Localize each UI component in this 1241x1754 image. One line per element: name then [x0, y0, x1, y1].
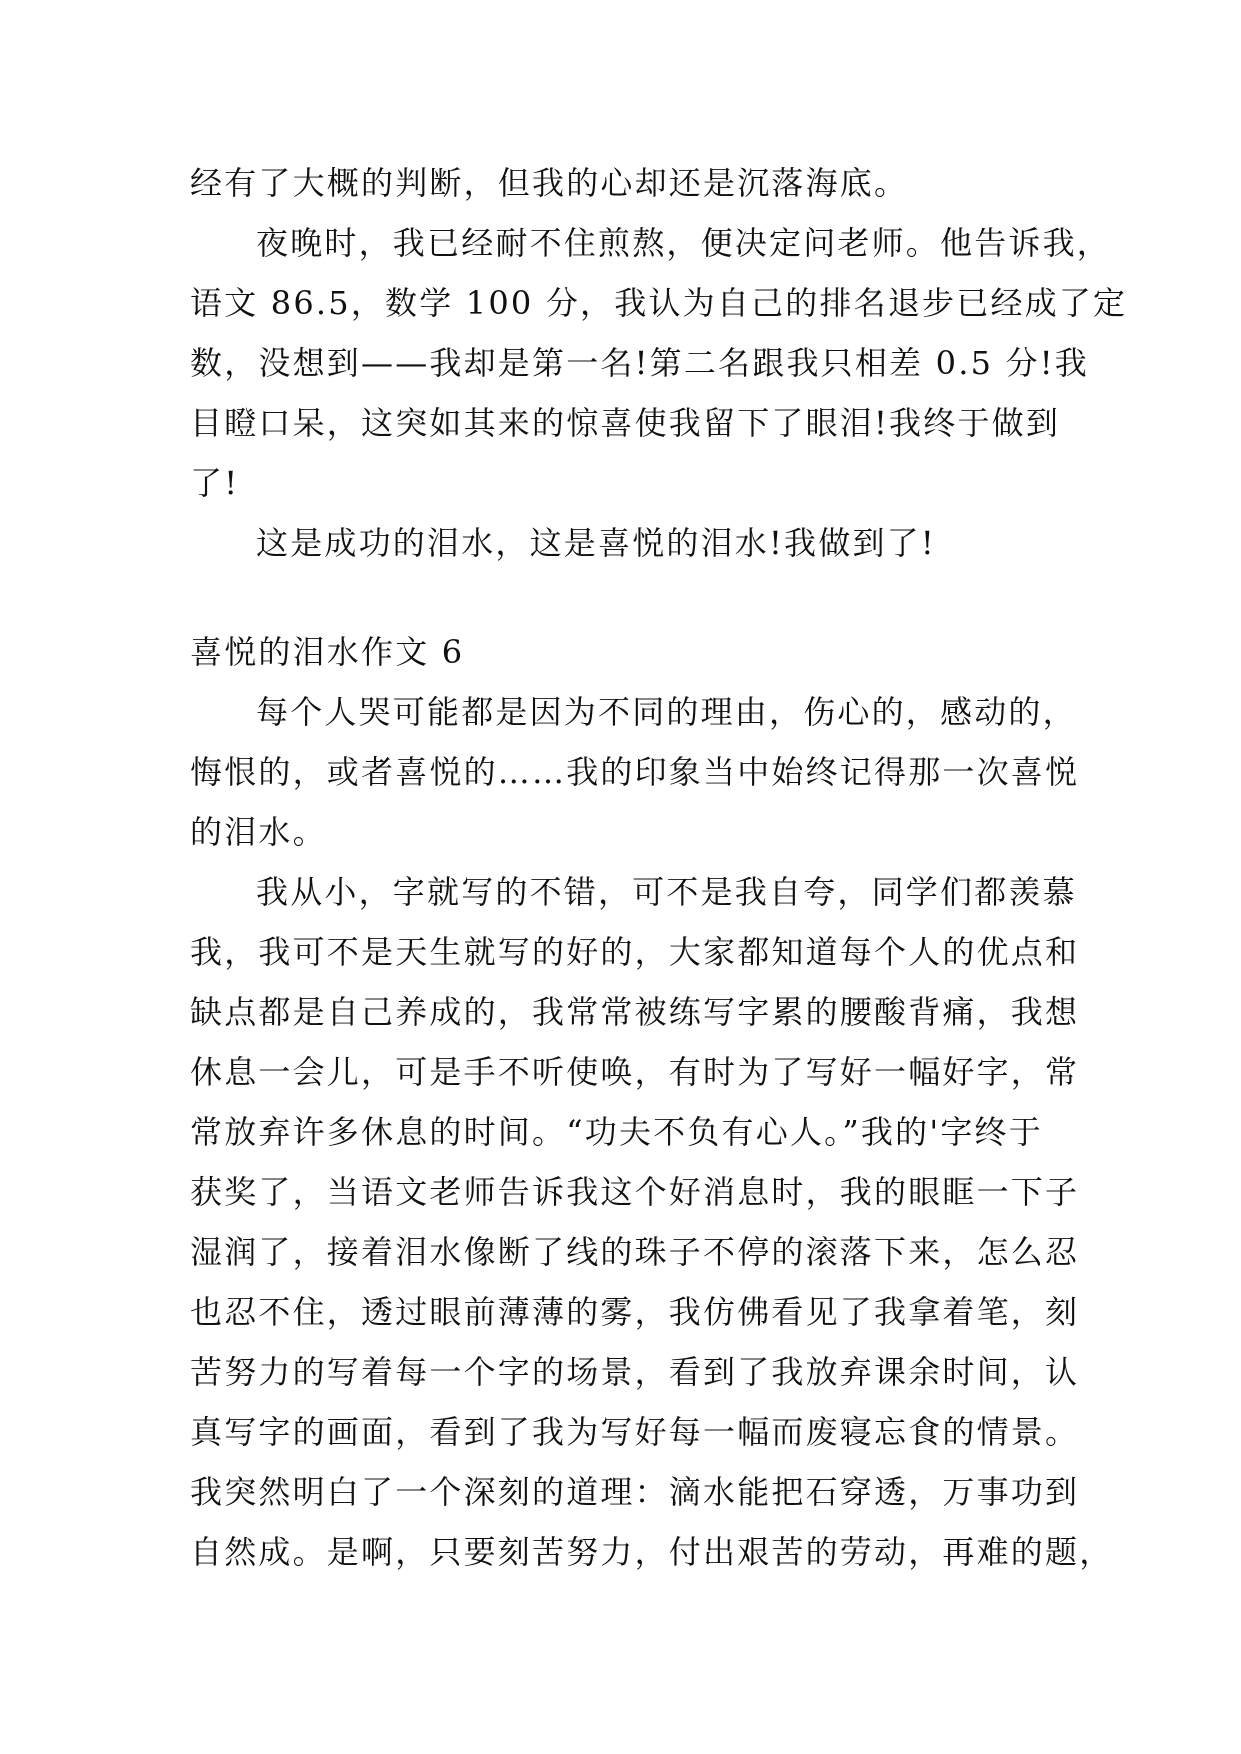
text-line: 苦努力的写着每一个字的场景，看到了我放弃课余时间，认: [190, 1353, 1080, 1391]
text-line: 真写字的画面，看到了我为写好每一幅而废寝忘食的情景。: [190, 1413, 1080, 1451]
text-line: 语文 86.5，数学 100 分，我认为自己的排名退步已经成了定: [190, 284, 1128, 322]
text-line: 缺点都是自己养成的，我常常被练写字累的腰酸背痛，我想: [190, 993, 1080, 1031]
text-line: 这是成功的泪水，这是喜悦的泪水!我做到了!: [256, 524, 936, 562]
text-line: 休息一会儿，可是手不听使唤，有时为了写好一幅好字，常: [190, 1053, 1080, 1091]
text-line: 自然成。是啊，只要刻苦努力，付出艰苦的劳动，再难的题，: [190, 1533, 1114, 1571]
text-line: 的泪水。: [190, 813, 327, 851]
text-line: 数，没想到——我却是第一名!第二名跟我只相差 0.5 分!我: [190, 344, 1089, 382]
text-line: 夜晚时，我已经耐不住煎熬，便决定问老师。他告诉我，: [256, 224, 1112, 262]
text-line: 我从小，字就写的不错，可不是我自夸，同学们都羡慕: [256, 873, 1077, 911]
text-line: 我突然明白了一个深刻的道理：滴水能把石穿透，万事功到: [190, 1473, 1080, 1511]
text-line: 经有了大概的判断，但我的心却还是沉落海底。: [190, 164, 909, 202]
text-line: 常放弃许多休息的时间。“功夫不负有心人。”我的'字终于: [190, 1113, 1043, 1151]
text-line: 湿润了，接着泪水像断了线的珠子不停的滚落下来，怎么忍: [190, 1233, 1080, 1271]
text-line: 也忍不住，透过眼前薄薄的雾，我仿佛看见了我拿着笔，刻: [190, 1293, 1080, 1331]
text-line: 每个人哭可能都是因为不同的理由，伤心的，感动的，: [256, 693, 1077, 731]
text-line: 目瞪口呆，这突如其来的惊喜使我留下了眼泪!我终于做到: [190, 404, 1061, 442]
text-line: 悔恨的，或者喜悦的……我的印象当中始终记得那一次喜悦: [190, 753, 1080, 791]
text-line: 了!: [190, 464, 240, 502]
text-line: 获奖了，当语文老师告诉我这个好消息时，我的眼眶一下子: [190, 1173, 1080, 1211]
section-title: 喜悦的泪水作文 6: [190, 633, 465, 671]
text-line: 我，我可不是天生就写的好的，大家都知道每个人的优点和: [190, 933, 1080, 971]
